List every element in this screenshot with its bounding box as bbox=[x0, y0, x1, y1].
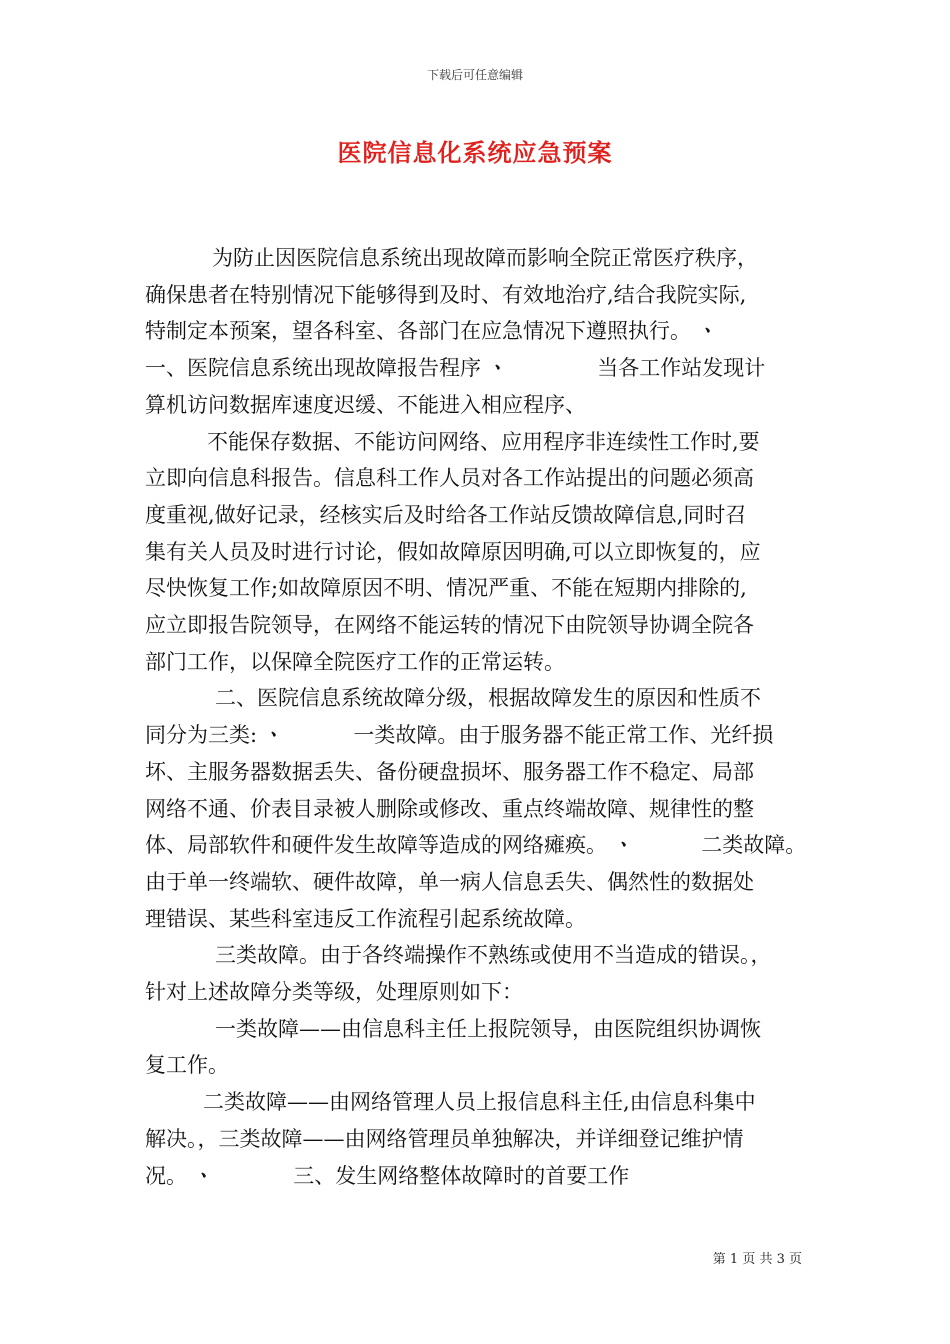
body-line bbox=[145, 1087, 883, 1117]
body-line-text: 度重视,做好记录，经核实后及时给各工作站反馈故障信息,同时召 bbox=[145, 502, 747, 527]
body-line bbox=[145, 720, 825, 750]
body-line bbox=[145, 537, 825, 567]
body-line-continuation: 一类故障。由于服务器不能正常工作、光纤损 bbox=[353, 723, 774, 748]
body-line bbox=[145, 794, 825, 824]
body-line-text: 二类故障——由网络管理人员上报信息科主任,由信息科集中 bbox=[203, 1090, 756, 1115]
body-line-text: 理错误、某些科室违反工作流程引起系统故障。 bbox=[145, 906, 586, 931]
body-line bbox=[145, 610, 825, 640]
body-line-text: 坏、主服务器数据丢失、备份硬盘损坏、服务器工作不稳定、局部 bbox=[145, 759, 754, 784]
body-line bbox=[145, 353, 825, 383]
body-line bbox=[145, 1050, 825, 1080]
body-line bbox=[145, 500, 825, 530]
page-header-note: 下载后可任意编辑 bbox=[426, 68, 523, 82]
body-line bbox=[145, 427, 887, 457]
body-line-text: 况。 bbox=[145, 1163, 187, 1188]
body-line-text: 立即向信息科报告。信息科工作人员对各工作站提出的问题必须高 bbox=[145, 466, 754, 491]
page-footer: 第 1 页 共 3 页 bbox=[712, 1252, 802, 1267]
body-line-continuation: 二类故障。 bbox=[701, 833, 807, 858]
body-line-text: 针对上述故障分类等级，处理原则如下： bbox=[145, 980, 523, 1004]
body-line bbox=[145, 280, 825, 310]
body-line-continuation: 三、发生网络整体故障时的首要工作 bbox=[293, 1163, 630, 1188]
body-line-text: 尽快恢复工作;如故障原因不明、情况严重、不能在短期内排除的, bbox=[145, 576, 747, 601]
body-line-text: 应立即报告院领导，在网络不能运转的情况下由院领导协调全院各 bbox=[145, 613, 754, 637]
body-line-text: 为防止因医院信息系统出现故障而影响全院正常医疗秩序， bbox=[212, 246, 758, 270]
body-line-text: 三类故障。由于各终端操作不熟练或使用不当造成的错误。， bbox=[215, 943, 772, 968]
body-line bbox=[145, 573, 825, 603]
document-title: 医院信息化系统应急预案 bbox=[337, 138, 613, 167]
body-line bbox=[145, 904, 825, 934]
body-line bbox=[145, 243, 892, 273]
body-line bbox=[145, 316, 825, 346]
body-line bbox=[145, 647, 825, 677]
body-line-text: 同分为三类: bbox=[145, 723, 258, 748]
body-line-text: 特制定本预案，望各科室、各部门在应急情况下遵照执行。 bbox=[145, 319, 691, 344]
body-line bbox=[145, 463, 825, 493]
body-line bbox=[145, 683, 895, 713]
paragraph-mark: ㆍ bbox=[691, 319, 718, 344]
body-line-text: 集有关人员及时进行讨论，假如故障原因明确,可以立即恢复的，应 bbox=[145, 539, 761, 564]
body-line bbox=[145, 830, 825, 860]
body-line bbox=[145, 1124, 825, 1154]
body-line-text: 部门工作，以保障全院医疗工作的正常运转。 bbox=[145, 649, 565, 674]
body-line-text: 二、医院信息系统故障分级，根据故障发生的原因和性质不 bbox=[215, 686, 761, 711]
paragraph-mark: ㆍ bbox=[257, 723, 284, 748]
body-line bbox=[145, 1161, 825, 1191]
body-line bbox=[145, 867, 825, 897]
body-line-text: 算机访问数据库速度迟缓、不能进入相应程序、 bbox=[145, 392, 586, 417]
body-line-text: 一、医院信息系统出现故障报告程序 bbox=[145, 356, 481, 381]
body-line-text: 网络不通、价表目录被人删除或修改、重点终端故障、规律性的整 bbox=[145, 796, 754, 821]
body-line bbox=[145, 1014, 895, 1044]
body-line bbox=[145, 977, 825, 1007]
body-line-text: 由于单一终端软、硬件故障，单一病人信息丢失、偶然性的数据处 bbox=[145, 869, 754, 894]
body-line bbox=[145, 940, 895, 970]
body-line-continuation: 当各工作站发现计 bbox=[597, 356, 766, 381]
body-line-text: 解决。，三类故障——由网络管理员单独解决，并详细登记维护情 bbox=[145, 1126, 744, 1151]
paragraph-mark: ㆍ bbox=[607, 833, 634, 858]
body-line bbox=[145, 757, 825, 787]
body-line-text: 一类故障——由信息科主任上报院领导，由医院组织协调恢 bbox=[215, 1016, 761, 1041]
body-line-text: 复工作。 bbox=[145, 1053, 229, 1078]
body-line-text: 体、局部软件和硬件发生故障等造成的网络瘫痪。 bbox=[145, 833, 607, 858]
paragraph-mark: ㆍ bbox=[187, 1163, 214, 1188]
paragraph-mark: ㆍ bbox=[481, 356, 508, 381]
body-line-text: 不能保存数据、不能访问网络、应用程序非连续性工作时,要 bbox=[207, 429, 760, 454]
body-line-text: 确保患者在特别情况下能够得到及时、有效地治疗,结合我院实际, bbox=[145, 282, 747, 307]
body-line bbox=[145, 390, 825, 420]
